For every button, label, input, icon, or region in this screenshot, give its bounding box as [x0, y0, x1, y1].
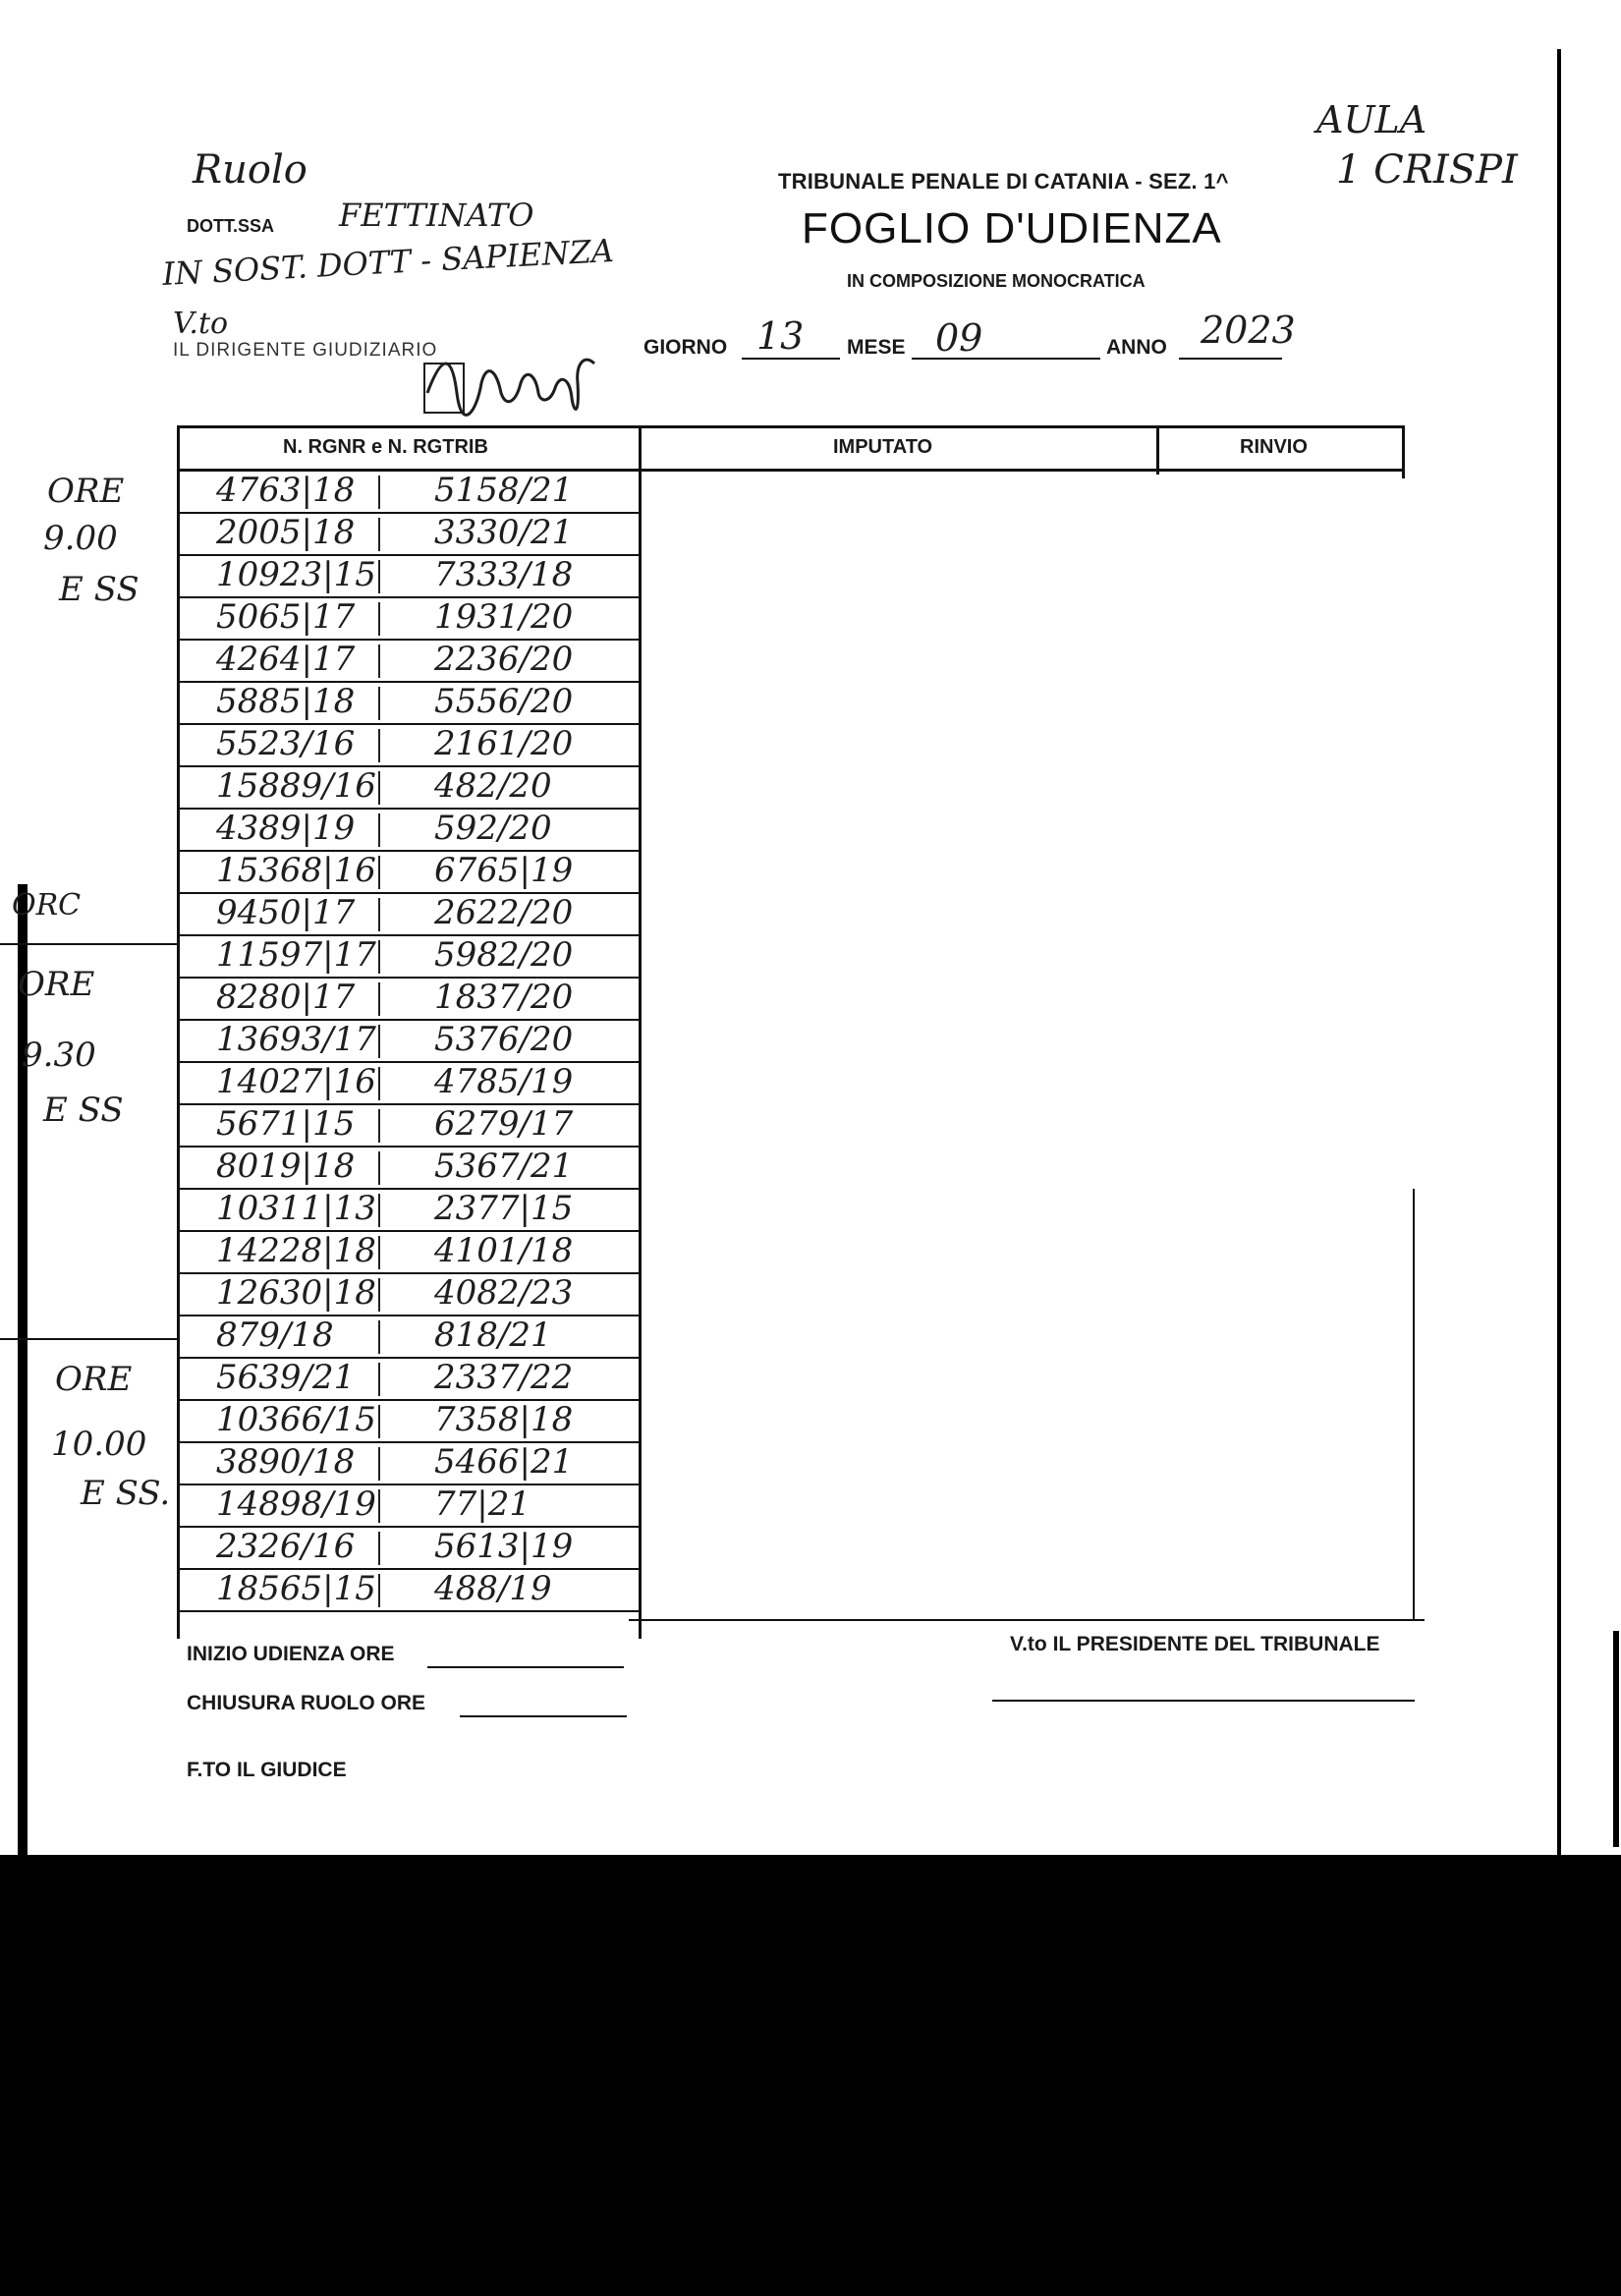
row-divider: [378, 560, 380, 593]
rgnr-number: 2326/16: [216, 1527, 356, 1566]
row-divider: [378, 771, 380, 805]
rgnr-number: 18565|15: [216, 1569, 376, 1608]
margin-time-2: 9.30: [22, 1036, 96, 1075]
anno-label: ANNO: [1106, 336, 1167, 359]
rgnr-number: 10366/15: [216, 1400, 376, 1439]
table-row: [177, 1359, 641, 1401]
rgnr-number: 12630|18: [216, 1273, 376, 1313]
rgtrib-number: 5367/21: [434, 1147, 574, 1186]
row-divider: [378, 1447, 380, 1481]
table-row: [177, 1232, 641, 1274]
rgnr-number: 15368|16: [216, 851, 376, 890]
row-divider: [378, 898, 380, 931]
row-divider: [378, 1236, 380, 1269]
rgnr-number: 14898/19: [216, 1484, 376, 1524]
table-row: [177, 1190, 641, 1232]
table-row: [177, 725, 641, 767]
rgtrib-number: 1837/20: [434, 978, 574, 1017]
rgtrib-number: 5158/21: [434, 471, 574, 510]
rgnr-number: 2005|18: [216, 513, 356, 552]
table-row: [177, 514, 641, 556]
row-divider: [378, 687, 380, 720]
margin-ess-2: E SS: [43, 1091, 124, 1130]
rgnr-number: 3890/18: [216, 1442, 356, 1482]
table-row: [177, 1148, 641, 1190]
mese-value: 09: [935, 316, 983, 360]
firma-giudice-label: F.TO IL GIUDICE: [187, 1759, 347, 1781]
table-row: [177, 1274, 641, 1316]
margin-ess-1: E SS: [59, 570, 140, 609]
table-row: [177, 1443, 641, 1485]
dirigente-stamp: IL DIRIGENTE GIUDIZIARIO: [173, 340, 438, 361]
rgnr-number: 4264|17: [216, 640, 356, 679]
table-row: [177, 1063, 641, 1105]
rgnr-number: 9450|17: [216, 893, 356, 932]
margin-separator-1: [0, 943, 177, 945]
rgnr-number: 4763|18: [216, 471, 356, 510]
aula-label: AULA: [1316, 98, 1427, 141]
row-divider: [378, 982, 380, 1016]
signature-image: [422, 344, 609, 422]
table-row: [177, 598, 641, 641]
scan-edge-right: [1557, 49, 1561, 1857]
rgtrib-number: 77|21: [434, 1484, 531, 1524]
row-divider: [378, 1363, 380, 1396]
vto-mark: V.to: [173, 307, 229, 341]
row-divider: [378, 1194, 380, 1227]
rgtrib-number: 7358|18: [434, 1400, 574, 1439]
rgtrib-number: 2622/20: [434, 893, 574, 932]
margin-separator-2: [0, 1338, 177, 1340]
dottssa-label: DOTT.SSA: [187, 216, 275, 236]
row-divider: [378, 1109, 380, 1143]
chiusura-ruolo-line: [460, 1715, 627, 1717]
rgtrib-number: 5556/20: [434, 682, 574, 721]
margin-mark-2: ORC: [12, 888, 82, 923]
table-row: [177, 1316, 641, 1359]
rgnr-number: 8019|18: [216, 1147, 356, 1186]
page-subtitle: IN COMPOSIZIONE MONOCRATICA: [847, 271, 1146, 291]
rgnr-number: 879/18: [216, 1316, 334, 1355]
table-col-divider-2: [1156, 425, 1159, 475]
margin-time-3: 10.00: [51, 1425, 147, 1464]
col-header-imputato: IMPUTATO: [833, 436, 933, 458]
table-right-border: [1402, 425, 1405, 478]
rgtrib-number: 4101/18: [434, 1231, 574, 1270]
scan-edge-right-lower: [1613, 1631, 1619, 1847]
table-row: [177, 852, 641, 894]
rgtrib-number: 1931/20: [434, 597, 574, 637]
giorno-line: [742, 358, 840, 360]
presidente-signature-line: [992, 1700, 1415, 1702]
rgtrib-number: 3330/21: [434, 513, 574, 552]
sostituto-note: IN SOST. DOTT - SAPIENZA: [161, 231, 615, 294]
rgnr-number: 5671|15: [216, 1104, 356, 1144]
aula-room: 1 CRISPI: [1336, 147, 1518, 193]
rgnr-number: 11597|17: [216, 935, 376, 975]
table-top-border: [177, 425, 1405, 428]
row-divider: [378, 1405, 380, 1438]
margin-ore-1: ORE: [47, 472, 125, 511]
row-divider: [378, 1025, 380, 1058]
table-row: [177, 641, 641, 683]
table-row: [177, 810, 641, 852]
rgtrib-number: 4785/19: [434, 1062, 574, 1101]
table-row: [177, 894, 641, 936]
giorno-label: GIORNO: [643, 336, 728, 359]
rgtrib-number: 592/20: [434, 809, 552, 848]
row-divider: [378, 1151, 380, 1185]
margin-ore-2: ORE: [18, 965, 95, 1004]
row-divider: [378, 1067, 380, 1100]
inizio-udienza-label: INIZIO UDIENZA ORE: [187, 1643, 395, 1665]
rgtrib-number: 5613|19: [434, 1527, 574, 1566]
rgnr-number: 10311|13: [216, 1189, 376, 1228]
rgtrib-number: 5466|21: [434, 1442, 574, 1482]
row-divider: [378, 1278, 380, 1312]
rgnr-number: 5065|17: [216, 597, 356, 637]
rgtrib-number: 6765|19: [434, 851, 574, 890]
table-row: [177, 767, 641, 810]
table-row: [177, 1570, 641, 1612]
rgnr-number: 10923|15: [216, 555, 376, 594]
row-divider: [378, 940, 380, 974]
row-divider: [378, 813, 380, 847]
col-header-rinvio: RINVIO: [1240, 436, 1308, 458]
rgnr-number: 5523/16: [216, 724, 356, 763]
row-divider: [378, 518, 380, 551]
row-divider: [378, 1532, 380, 1565]
table-row: [177, 683, 641, 725]
row-divider: [378, 1320, 380, 1354]
row-divider: [378, 856, 380, 889]
row-divider: [378, 1489, 380, 1523]
table-row: [177, 556, 641, 598]
mese-label: MESE: [847, 336, 906, 359]
presidente-label: V.to IL PRESIDENTE DEL TRIBUNALE: [1010, 1633, 1380, 1655]
rgtrib-number: 482/20: [434, 766, 552, 806]
rgnr-number: 5885|18: [216, 682, 356, 721]
col-header-rgnr: N. RGNR e N. RGTRIB: [283, 436, 488, 458]
table-row: [177, 979, 641, 1021]
rgtrib-number: 818/21: [434, 1316, 552, 1355]
scan-band-white-patch: [29, 2171, 1621, 2296]
margin-ore-3: ORE: [55, 1360, 133, 1399]
rgtrib-number: 4082/23: [434, 1273, 574, 1313]
rgtrib-number: 5376/20: [434, 1020, 574, 1059]
court-name: TRIBUNALE PENALE DI CATANIA - SEZ. 1^: [778, 169, 1229, 194]
margin-time-1: 9.00: [43, 519, 118, 558]
scan-edge-left: [18, 884, 28, 1857]
ruolo-label: Ruolo: [193, 147, 307, 193]
inizio-udienza-line: [427, 1666, 624, 1668]
page-title: FOGLIO D'UDIENZA: [802, 204, 1222, 252]
table-row: [177, 1401, 641, 1443]
row-divider: [378, 602, 380, 636]
row-divider: [378, 729, 380, 762]
rgnr-number: 13693/17: [216, 1020, 376, 1059]
table-row: [177, 472, 641, 514]
chiusura-ruolo-label: CHIUSURA RUOLO ORE: [187, 1692, 426, 1714]
anno-value: 2023: [1201, 308, 1296, 352]
rgnr-number: 8280|17: [216, 978, 356, 1017]
giorno-value: 13: [756, 314, 805, 358]
rgnr-number: 4389|19: [216, 809, 356, 848]
rgtrib-number: 2161/20: [434, 724, 574, 763]
rgtrib-number: 2377|15: [434, 1189, 574, 1228]
table-row: [177, 1021, 641, 1063]
table-row: [177, 1105, 641, 1148]
rgtrib-number: 2337/22: [434, 1358, 574, 1397]
table-row: [177, 1528, 641, 1570]
row-divider: [378, 1574, 380, 1607]
rgnr-number: 5639/21: [216, 1358, 356, 1397]
giudice-name: FETTINATO: [339, 196, 534, 234]
rgnr-number: 14228|18: [216, 1231, 376, 1270]
rgtrib-number: 5982/20: [434, 935, 574, 975]
table-right-border-lower: [1413, 1189, 1415, 1621]
row-divider: [378, 644, 380, 678]
margin-ess-3: E SS.: [81, 1474, 171, 1513]
table-bottom-border: [629, 1619, 1425, 1621]
rgtrib-number: 2236/20: [434, 640, 574, 679]
table-row: [177, 936, 641, 979]
rgnr-number: 14027|16: [216, 1062, 376, 1101]
rgtrib-number: 488/19: [434, 1569, 552, 1608]
rgnr-number: 15889/16: [216, 766, 376, 806]
rgtrib-number: 6279/17: [434, 1104, 574, 1144]
row-divider: [378, 476, 380, 509]
table-row: [177, 1485, 641, 1528]
anno-line: [1179, 358, 1282, 360]
rgtrib-number: 7333/18: [434, 555, 574, 594]
